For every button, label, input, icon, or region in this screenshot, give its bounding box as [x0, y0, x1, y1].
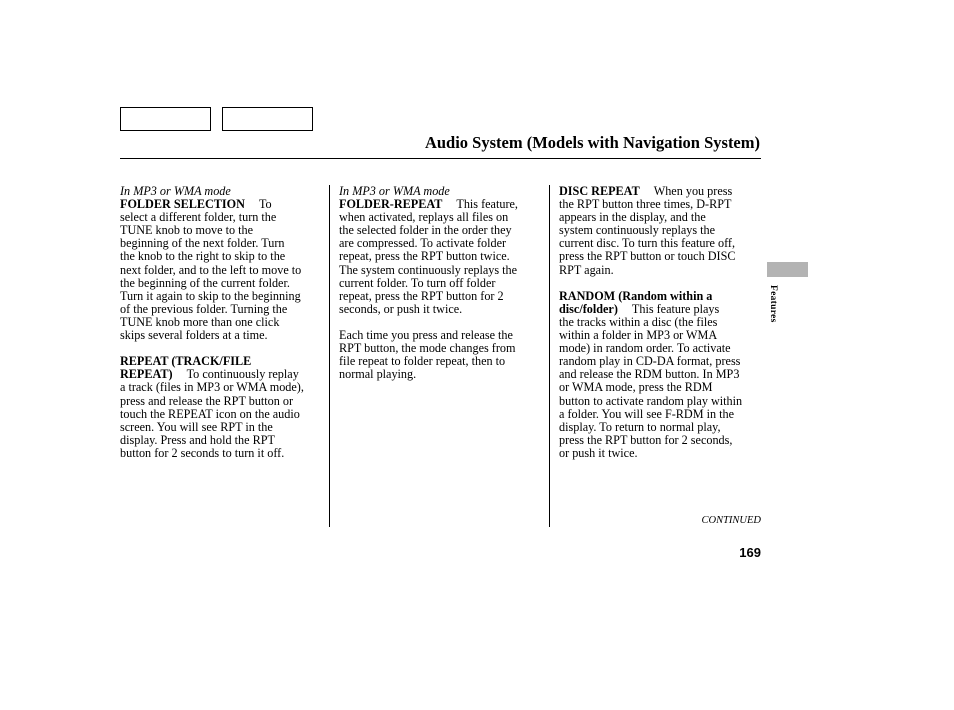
text-line — [559, 447, 764, 460]
body-text: the selected folder in the order they — [339, 223, 512, 238]
section-tab-label: Features — [768, 285, 778, 323]
body-text: normal playing. — [339, 367, 417, 382]
column-divider-2 — [549, 185, 550, 527]
paragraph — [339, 185, 544, 316]
header-rule — [120, 158, 761, 159]
body-text: mode) in random order. To activate — [559, 341, 731, 356]
body-text: display. To return to normal play, — [559, 419, 721, 434]
body-text: current folder. To turn off folder — [339, 275, 496, 290]
text-line — [339, 303, 544, 316]
mode-note: In MP3 or WMA mode — [339, 184, 450, 198]
body-text: or WMA mode, press the RDM — [559, 380, 713, 395]
body-text: TUNE knob more than one click — [120, 314, 280, 329]
body-text: press the RPT button or touch DISC — [559, 249, 736, 264]
paragraph — [339, 329, 544, 381]
body-text: RPT button, the mode changes from — [339, 341, 516, 356]
page-number: 169 — [739, 545, 761, 560]
run-in-heading: REPEAT (TRACK/FILE — [120, 354, 252, 369]
body-text: system continuously replays the — [559, 223, 716, 238]
run-in-heading: DISC REPEAT — [559, 184, 640, 198]
body-text: or push it twice. — [559, 445, 638, 460]
body-text: skips several folders at a time. — [120, 328, 268, 343]
body-text: RPT again. — [559, 262, 614, 277]
body-text: are compressed. To activate folder — [339, 236, 507, 251]
page-title: Audio System (Models with Navigation System) — [424, 133, 760, 152]
paragraph — [559, 185, 764, 277]
text-line — [339, 368, 544, 381]
text-line — [559, 264, 764, 277]
body-text: current disc. To turn this feature off, — [559, 236, 736, 251]
body-text: the beginning of the current folder. — [120, 275, 290, 290]
section-tab-marker[interactable] — [767, 262, 808, 277]
body-text: random play in CD-DA format, press — [559, 354, 741, 369]
text-line — [120, 447, 325, 460]
paragraph — [120, 185, 325, 342]
run-in-heading: disc/folder) — [559, 301, 618, 316]
body-text: a track (files in MP3 or WMA mode), — [120, 380, 304, 395]
body-text: screen. You will see RPT in the — [120, 419, 273, 434]
body-text: within a folder in MP3 or WMA — [559, 328, 718, 343]
run-in-heading: FOLDER SELECTION — [120, 197, 245, 212]
body-text: display. Press and hold the RPT — [120, 432, 275, 447]
nav-box-right[interactable] — [222, 107, 313, 131]
body-text: a folder. You will see F-RDM in the — [559, 406, 735, 421]
run-in-heading: FOLDER-REPEAT — [339, 197, 443, 212]
run-in-heading: RANDOM (Random within a — [559, 288, 713, 303]
text-column-1 — [120, 185, 325, 460]
text-line — [120, 329, 325, 342]
body-text: Each time you press and release the — [339, 328, 513, 343]
body-text: press and release the RPT button or — [120, 393, 294, 408]
body-text: the RPT button three times, D-RPT — [559, 197, 732, 212]
body-text: This feature, — [456, 197, 518, 212]
body-text: This feature plays — [631, 301, 720, 316]
body-text: seconds, or push it twice. — [339, 301, 463, 316]
body-text: button to activate random play within — [559, 393, 743, 408]
body-text: To — [258, 197, 272, 212]
body-text: repeat, press the RPT button twice. — [339, 249, 510, 264]
body-text: press the RPT button for 2 seconds, — [559, 432, 733, 447]
body-text: and release the RDM button. In MP3 — [559, 367, 740, 382]
body-text: select a different folder, turn the — [120, 210, 277, 225]
body-text: When you press — [653, 184, 733, 198]
body-text: when activated, replays all files on — [339, 210, 509, 225]
text-column-3 — [559, 185, 764, 460]
mode-note: In MP3 or WMA mode — [120, 184, 231, 198]
paragraph — [120, 355, 325, 460]
body-text: Turn it again to skip to the beginning — [120, 288, 301, 303]
body-text: the knob to the right to skip to the — [120, 249, 286, 264]
body-text: appears in the display, and the — [559, 210, 706, 225]
body-text: beginning of the next folder. Turn — [120, 236, 285, 251]
text-column-2 — [339, 185, 544, 381]
continued-note: CONTINUED — [701, 515, 761, 526]
nav-box-left[interactable] — [120, 107, 211, 131]
body-text: the tracks within a disc (the files — [559, 314, 718, 329]
body-text: of the previous folder. Turning the — [120, 301, 288, 316]
paragraph — [559, 290, 764, 460]
body-text: next folder, and to the left to move to — [120, 262, 302, 277]
run-in-heading: REPEAT) — [120, 367, 173, 382]
body-text: file repeat to folder repeat, then to — [339, 354, 506, 369]
body-text: repeat, press the RPT button for 2 — [339, 288, 504, 303]
body-text: The system continuously replays the — [339, 262, 518, 277]
body-text: TUNE knob to move to the — [120, 223, 254, 238]
column-divider-1 — [329, 185, 330, 527]
body-text: To continuously replay — [186, 367, 299, 382]
body-text: button for 2 seconds to turn it off. — [120, 445, 285, 460]
body-text: touch the REPEAT icon on the audio — [120, 406, 300, 421]
